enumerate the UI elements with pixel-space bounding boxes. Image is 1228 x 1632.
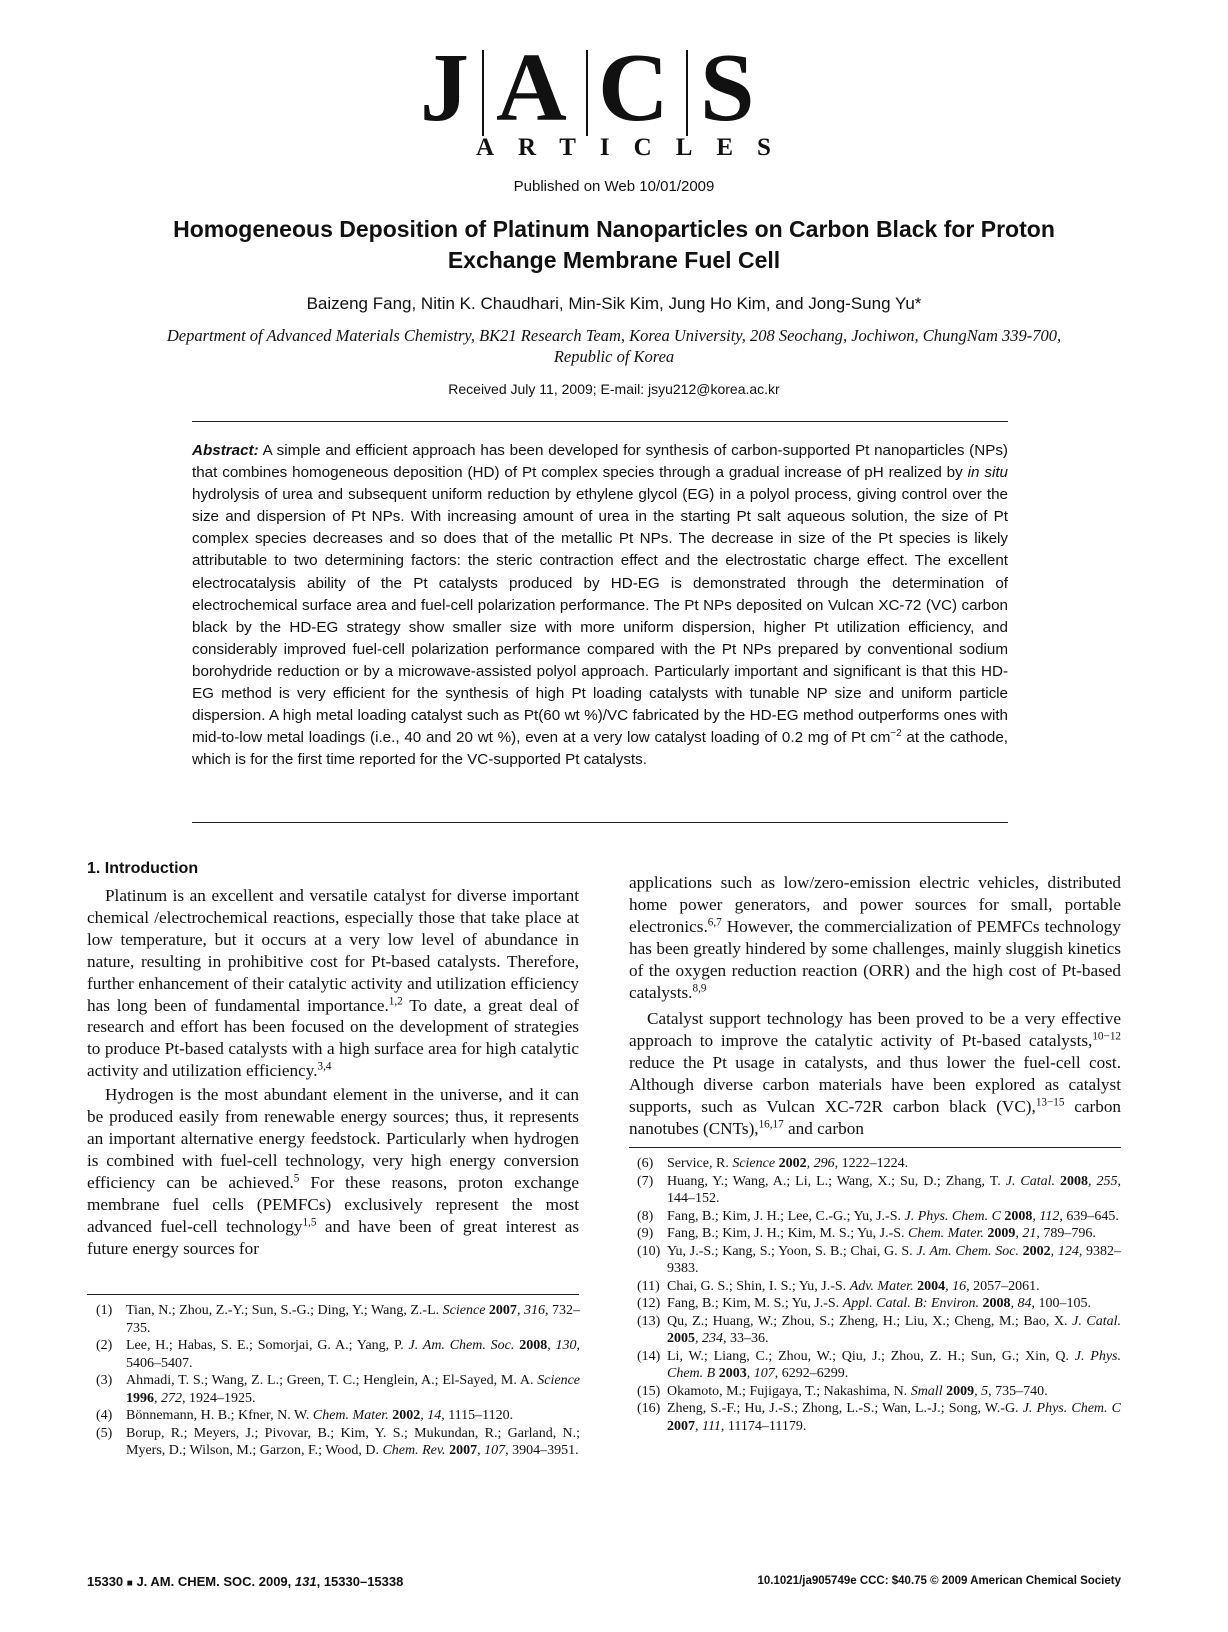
reference-y: 2008 (979, 1296, 1011, 1311)
paragraph (87, 885, 579, 1082)
reference-j: Science (732, 1156, 776, 1171)
published-date: Published on Web 10/01/2009 (513, 178, 715, 195)
paragraph-text: reduce the Pt usage in catalysts, and thus lower the fuel-cell cost. Although diverse carbon materials have been explored as catalyst supports, such as Vulcan XC-72R carbon black (VC), (629, 1053, 1121, 1117)
reference-a: Okamoto, M.; Fujigaya, T.; Nakashima, N. (667, 1383, 911, 1399)
paragraph-text: However, the commercialization of PEMFCs technology has been greatly hindered by some challenges, mainly sluggish kinetics of the oxygen reduction reaction (ORR) and the high cost of Pt-based catalysts. (629, 916, 1121, 1002)
reference-p: , 789–796. (1036, 1226, 1096, 1241)
paragraph-text: Catalyst support technology has been proved to be a very effective approach to improve the catalytic activity of Pt-based catalysts, (629, 1009, 1121, 1051)
reference-j: J. Phys. Chem. C (1022, 1401, 1121, 1416)
reference-item (637, 1295, 1121, 1313)
reference-a: Huang, Y.; Wang, A.; Li, L.; Wang, X.; Su, D.; Zhang, T. (667, 1173, 1006, 1189)
reference-y: 2004 (913, 1278, 946, 1294)
reference-v: , 316 (516, 1303, 545, 1318)
reference-v: , 107 (477, 1443, 506, 1458)
reference-number: (7) (637, 1173, 654, 1189)
logo-divider (686, 50, 688, 136)
reference-a: Qu, Z.; Huang, W.; Zhou, S.; Zheng, H.; Liu, X.; Cheng, M.; Bao, X. (667, 1313, 1073, 1329)
paragraph (87, 1084, 579, 1259)
abstract-text: hydrolysis of urea and subsequent uniform reduction by ethylene glycol (EG) in a polyol process, giving control over the size and dispersion of Pt NPs. With increasing amount of urea in the starting Pt salt aqueous solution, the size of Pt complex species decreases and so does that of the metallic Pt NPs. The decrease in size of the Pt species is likely attributable to two determining factors: the steric contraction effect and the electrostatic charge effect. The excellent electrocatalysis ability of the Pt catalysts produced by HD-EG is demonstrated through the determination of electrochemical surface area and fuel-cell polarization performance. The Pt NPs deposited on Vulcan XC-72 (VC) carbon black by the HD-EG strategy show smaller size with more uniform dispersion, higher Pt utilization efficiency, and considerably improved fuel-cell polarization performance compared with the Pt NPs prepared by conventional sodium borohydride reduction or by a microwave-assisted polyol approach. Particularly important and significant is that this HD-EG method is very efficient for the synthesis of high Pt loading catalysts with tunable NP size and uniform particle dispersion. A high metal loading catalyst such as Pt(60 wt %)/VC fabricated by the HD-EG method outperforms ones with mid-to-low metal loadings (i.e., 40 and 20 wt %), even at a very low catalyst loading of 0.2 mg of Pt cm (192, 486, 1008, 747)
footer-citation (87, 1574, 403, 1589)
reference-item (96, 1337, 580, 1372)
reference-y: 2002 (1018, 1243, 1051, 1259)
reference-v: , 130 (547, 1338, 577, 1353)
reference-j: Chem. Rev. (382, 1443, 446, 1458)
reference-p: , 2057–2061. (966, 1278, 1040, 1294)
reference-v: , 234 (695, 1331, 723, 1346)
section-heading: 1. Introduction (87, 860, 199, 877)
reference-item (637, 1243, 1121, 1278)
reference-j: Science (442, 1303, 486, 1318)
footer-pages: , 15330–15338 (316, 1574, 404, 1589)
reference-y: 2002 (775, 1156, 807, 1171)
reference-y: 2007 (667, 1418, 695, 1434)
logo-divider (482, 50, 484, 136)
reference-y: 2002 (388, 1408, 421, 1423)
reference-item (637, 1155, 1121, 1173)
reference-number: (11) (637, 1278, 660, 1294)
reference-v: , 21 (1015, 1226, 1037, 1241)
left-column (87, 885, 579, 1259)
citation: 5 (293, 1172, 300, 1185)
reference-y: 1996 (126, 1390, 154, 1406)
reference-j: J. Am. Chem. Soc. (408, 1338, 515, 1353)
reference-item (637, 1278, 1121, 1296)
reference-text (126, 1302, 580, 1337)
reference-number: (1) (96, 1303, 113, 1318)
reference-p: , 735–740. (988, 1383, 1048, 1399)
abstract-bottom-rule (192, 822, 1008, 823)
reference-j: J. Catal. (1072, 1313, 1121, 1329)
reference-a: Service, R. (667, 1156, 733, 1171)
paragraph-text: To date, a great deal of research and effort has been focused on the development of strategies to produce Pt-based catalysts with a high surface area for high catalytic activity and utilization efficiency. (87, 995, 579, 1081)
reference-text (126, 1425, 580, 1460)
reference-p: , 33–36. (723, 1331, 769, 1346)
reference-a: Yu, J.-S.; Kang, S.; Yoon, S. B.; Chai, G. S. (667, 1243, 917, 1259)
logo-letter-c: C (598, 34, 669, 142)
paragraph-text: For these reasons, proton exchange membrane fuel cells (PEMFCs) exclusively represent the most advanced fuel-cell technology (87, 1172, 579, 1236)
reference-y: 2008 (514, 1338, 548, 1353)
paragraph (629, 1008, 1121, 1139)
reference-a: Tian, N.; Zhou, Z.-Y.; Sun, S.-G.; Ding, Y.; Wang, Z.-L. (126, 1303, 443, 1318)
footer-journal: J. AM. CHEM. SOC. 2009, (132, 1574, 295, 1589)
abstract (192, 440, 1008, 771)
abstract-text: in situ (967, 464, 1008, 482)
reference-number: (4) (96, 1408, 113, 1423)
reference-v: , 272 (154, 1390, 182, 1406)
citation: 3,4 (317, 1060, 332, 1073)
reference-v: , 107 (746, 1366, 775, 1381)
right-footnote-rule (629, 1147, 1121, 1148)
reference-text (667, 1313, 1121, 1348)
citation: 13−15 (1035, 1096, 1065, 1109)
reference-item (96, 1407, 580, 1425)
citation: 8,9 (692, 981, 707, 994)
reference-v: , 5 (974, 1383, 989, 1399)
reference-a: Fang, B.; Kim, J. H.; Kim, M. S.; Yu, J.-S. (667, 1226, 909, 1241)
logo-letter-j: J (420, 34, 469, 142)
reference-text (667, 1278, 1121, 1296)
abstract-superscript: −2 (890, 728, 902, 740)
abstract-text: at the cathode, which is for the first time reported for the VC-supported Pt catalysts. (192, 729, 1008, 769)
reference-v: , 14 (420, 1408, 442, 1423)
reference-v: , 255 (1088, 1173, 1118, 1189)
reference-a: Ahmadi, T. S.; Wang, Z. L.; Green, T. C.; Henglein, A.; El-Sayed, M. A. (126, 1373, 538, 1388)
reference-item (96, 1425, 580, 1460)
reference-item (637, 1313, 1121, 1348)
reference-text (667, 1243, 1121, 1278)
reference-y: 2003 (715, 1366, 747, 1381)
reference-item (637, 1383, 1121, 1401)
reference-number: (14) (637, 1348, 661, 1364)
reference-text (126, 1407, 580, 1425)
abstract-text: A simple and efficient approach has been developed for synthesis of carbon-supported Pt nanoparticles (NPs) that combines homogeneous deposition (HD) of Pt complex species through a gradual increase of pH realized by (192, 442, 1008, 482)
reference-a: Chai, G. S.; Shin, I. S.; Yu, J.-S. (667, 1278, 850, 1294)
reference-text (667, 1295, 1121, 1313)
reference-a: Zheng, S.-F.; Hu, J.-S.; Zhong, L.-S.; Wan, L.-J.; Song, W.-G. (667, 1401, 1023, 1416)
reference-v: , 84 (1010, 1296, 1032, 1311)
citation: 10−12 (1092, 1030, 1121, 1043)
reference-item (637, 1225, 1121, 1243)
paragraph-text: Platinum is an excellent and versatile catalyst for diverse important chemical /electrochemical reactions, especially those that take place at low temperature, but it occurs at a very low level of abundance in nature, resulting in prohibitive cost for Pt-based catalysts. Therefore, further enhancement of their catalytic activity and utilization efficiency has long been of fundamental importance. (87, 886, 579, 1015)
reference-p: , 1222–1224. (834, 1156, 909, 1171)
reference-text (126, 1372, 580, 1407)
reference-text (667, 1348, 1121, 1383)
footer-volume: 131 (294, 1574, 317, 1589)
reference-p: , 639–645. (1059, 1208, 1119, 1224)
reference-j: Adv. Mater. (849, 1278, 914, 1294)
reference-text (667, 1208, 1121, 1226)
reference-j: J. Catal. (1005, 1173, 1056, 1189)
reference-y: 2007 (485, 1303, 517, 1318)
article-title: Homogeneous Deposition of Platinum Nanoparticles on Carbon Black for Proton Exchange Membrane Fuel Cell (173, 216, 1055, 273)
paragraph (629, 872, 1121, 1003)
reference-number: (9) (637, 1226, 654, 1241)
reference-v: , 111 (695, 1418, 721, 1434)
paragraph-text: Hydrogen is the most abundant element in the universe, and it can be produced easily from renewable energy sources; thus, it represents an important alternative energy feedstock. Particularly when hydrogen is combined with fuel-cell technology, very high energy conversion efficiency can be achieved. (87, 1085, 579, 1192)
reference-a: Fang, B.; Kim, J. H.; Lee, C.-G.; Yu, J.-S. (667, 1208, 905, 1224)
reference-j: J. Phys. Chem. B (667, 1348, 1121, 1381)
left-footnote-rule (87, 1294, 579, 1295)
reference-p: , 144–152. (667, 1173, 1122, 1206)
reference-number: (16) (637, 1401, 661, 1416)
reference-p: , 6292–6299. (774, 1366, 849, 1381)
paragraph-text: and have been of great interest as future energy sources for (87, 1216, 580, 1258)
footer-doi: 10.1021/ja905749e CCC: $40.75 © 2009 American Chemical Society (757, 1575, 1121, 1587)
reference-text (667, 1225, 1121, 1243)
reference-number: (8) (637, 1208, 654, 1224)
abstract-top-rule (192, 421, 1008, 422)
reference-y: 2009 (983, 1226, 1016, 1241)
reference-number: (6) (637, 1156, 654, 1171)
reference-j: Science (537, 1373, 580, 1388)
square-icon: ■ (126, 1578, 133, 1589)
left-references (96, 1302, 580, 1460)
reference-number: (3) (96, 1373, 113, 1388)
logo-divider (586, 50, 588, 136)
right-column (629, 872, 1121, 1140)
reference-a: Li, W.; Liang, C.; Zhou, W.; Qiu, J.; Zhou, Z. H.; Sun, G.; Xin, Q. (667, 1348, 1075, 1364)
reference-j: Small (910, 1383, 943, 1399)
reference-text (667, 1155, 1121, 1173)
reference-y: 2008 (1055, 1173, 1089, 1189)
reference-j: J. Am. Chem. Soc. (916, 1243, 1019, 1259)
reference-p: , 11174–11179. (720, 1418, 807, 1434)
reference-item (637, 1208, 1121, 1226)
reference-text (126, 1337, 580, 1372)
paragraph-text: applications such as low/zero-emission electric vehicles, distributed home power generators, and power sources for small, portable electronics. (629, 873, 1121, 936)
paragraph-text: and carbon (783, 1118, 864, 1138)
reference-j: Appl. Catal. B: Environ. (842, 1296, 980, 1311)
reference-p: , 1115–1120. (441, 1408, 514, 1423)
reference-text (667, 1400, 1121, 1435)
reference-item (96, 1302, 580, 1337)
reference-a: Borup, R.; Meyers, J.; Pivovar, B.; Kim, Y. S.; Mukundan, R.; Garland, N.; Myers, D.; Wilson, M.; Garzon, F.; Wood, D. (126, 1425, 580, 1458)
reference-a: Bönnemann, H. B.; Kfner, N. W. (126, 1408, 313, 1423)
reference-item (637, 1400, 1121, 1435)
citation: 6,7 (707, 916, 722, 929)
reference-a: Fang, B.; Kim, M. S.; Yu, J.-S. (667, 1296, 843, 1311)
reference-text (667, 1383, 1121, 1401)
reference-number: (15) (637, 1383, 661, 1399)
reference-y: 2005 (667, 1331, 695, 1346)
citation: 16,17 (758, 1118, 784, 1131)
reference-y: 2009 (942, 1383, 975, 1399)
citation: 1,2 (388, 994, 403, 1007)
reference-number: (13) (637, 1313, 661, 1329)
reference-p: , 5406–5407. (126, 1338, 581, 1371)
paragraph-text: carbon nanotubes (CNTs), (629, 1097, 1122, 1138)
logo-letter-s: S (700, 34, 755, 142)
received-info: Received July 11, 2009; E-mail: jsyu212@korea.ac.kr (448, 381, 780, 397)
reference-v: , 296 (806, 1156, 835, 1171)
citation: 1,5 (302, 1215, 317, 1228)
logo-subtitle: ARTICLES (476, 134, 795, 161)
reference-item (637, 1348, 1121, 1383)
reference-v: , 112 (1032, 1208, 1060, 1224)
reference-p: , 1924–1925. (182, 1390, 256, 1406)
reference-y: 2007 (445, 1443, 478, 1458)
affiliation: Department of Advanced Materials Chemistry, BK21 Research Team, Korea University, 208 Seochang, Jochiwon, ChungNam 339-700, Republic of Korea (166, 326, 1062, 366)
reference-number: (10) (637, 1243, 661, 1259)
reference-text (667, 1173, 1121, 1208)
reference-a: Lee, H.; Habas, S. E.; Somorjai, G. A.; Yang, P. (126, 1338, 409, 1353)
reference-number: (2) (96, 1338, 113, 1353)
reference-p: , 9382–9383. (667, 1243, 1122, 1276)
reference-p: , 100–105. (1031, 1296, 1092, 1311)
reference-number: (5) (96, 1425, 113, 1441)
reference-y: 2008 (1000, 1208, 1033, 1224)
abstract-label: Abstract: (192, 442, 259, 459)
reference-p: , 3904–3951. (505, 1443, 579, 1458)
right-references (637, 1155, 1121, 1435)
logo-letter-a: A (496, 34, 567, 142)
reference-v: , 124 (1050, 1243, 1079, 1259)
reference-item (96, 1372, 580, 1407)
reference-p: , 732–735. (126, 1303, 580, 1336)
author-list: Baizeng Fang, Nitin K. Chaudhari, Min-Sik Kim, Jung Ho Kim, and Jong-Sung Yu* (306, 294, 922, 313)
reference-v: , 16 (945, 1278, 967, 1294)
reference-j: Chem. Mater. (312, 1408, 389, 1423)
reference-j: J. Phys. Chem. C (904, 1208, 1001, 1224)
reference-item (637, 1173, 1121, 1208)
reference-j: Chem. Mater. (908, 1226, 984, 1241)
reference-number: (12) (637, 1296, 661, 1311)
page-number: 15330 (87, 1574, 124, 1589)
journal-logo (420, 34, 800, 163)
